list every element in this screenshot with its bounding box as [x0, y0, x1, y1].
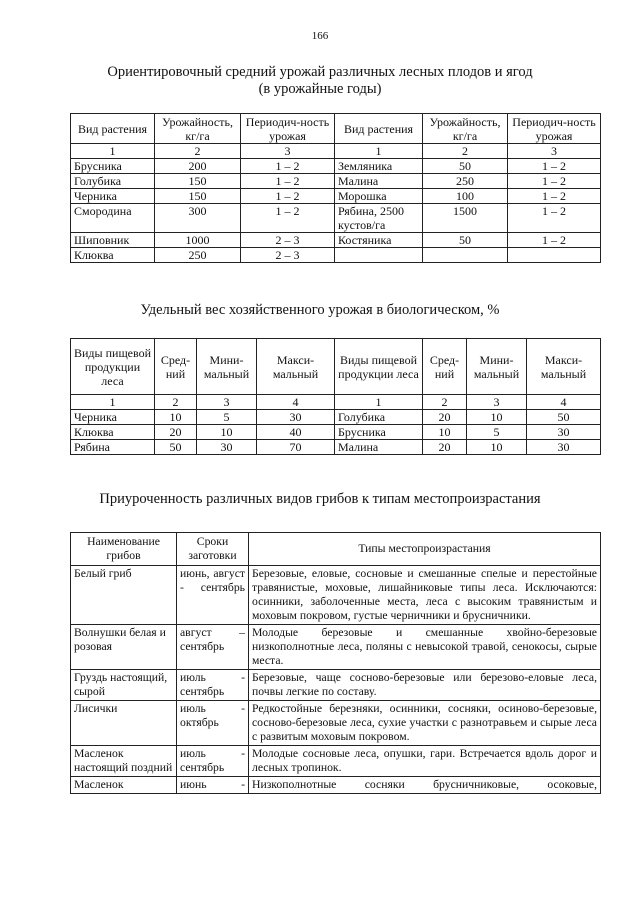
column-number: 3 — [241, 144, 335, 159]
column-number: 2 — [155, 395, 197, 410]
yield-value: 300 — [155, 204, 241, 233]
yield-value: 150 — [155, 189, 241, 204]
periodicity-value: 1 – 2 — [508, 174, 601, 189]
header-minimum: Мини-мальный — [467, 339, 527, 395]
table1-title-line2: (в урожайные годы) — [258, 81, 382, 97]
header-periodicity: Периодич-ность урожая — [241, 114, 335, 144]
table-row — [71, 174, 601, 189]
plant-name — [335, 248, 423, 263]
periodicity-value: 2 – 3 — [241, 248, 335, 263]
fruit-yield-table — [70, 113, 601, 263]
harvest-share-table — [70, 338, 601, 455]
column-number: 1 — [71, 395, 155, 410]
product-name: Клюква — [71, 425, 155, 440]
table2-title: Удельный вес хозяйственного урожая в биологическом, % — [140, 302, 500, 318]
yield-value: 1000 — [155, 233, 241, 248]
harvest-period: июль - сентябрь — [177, 746, 249, 777]
column-number: 3 — [467, 395, 527, 410]
minimum-value: 30 — [197, 440, 257, 455]
yield-value: 150 — [155, 174, 241, 189]
table-row — [71, 425, 601, 440]
average-value: 20 — [423, 410, 467, 425]
yield-value: 50 — [423, 233, 508, 248]
header-product-type: Виды пищевой продукции леса — [71, 339, 155, 395]
minimum-value: 5 — [197, 410, 257, 425]
mushroom-name: Лисички — [71, 701, 177, 746]
header-periodicity: Периодич-ность урожая — [508, 114, 601, 144]
header-average: Сред-ний — [155, 339, 197, 395]
periodicity-value: 2 – 3 — [241, 233, 335, 248]
plant-name: Брусника — [71, 159, 155, 174]
plant-name: Земляника — [335, 159, 423, 174]
table-row — [71, 746, 601, 777]
table-row — [71, 670, 601, 701]
column-number: 1 — [335, 395, 423, 410]
column-number: 4 — [257, 395, 335, 410]
column-numbers-row — [71, 395, 601, 410]
habitat-description: Березовые, еловые, сосновые и смешанные спелые и перестойные травянистые, моховые, лишайниковые типы леса. Исключаются: осинники, заболоченные места, леса с высоким травянистым и моховым покровом, густые черничники и брусничники. — [249, 566, 601, 625]
periodicity-value: 1 – 2 — [508, 233, 601, 248]
product-name: Голубика — [335, 410, 423, 425]
plant-name: Костяника — [335, 233, 423, 248]
page-number: 166 — [311, 30, 329, 42]
plant-name: Голубика — [71, 174, 155, 189]
plant-name: Смородина — [71, 204, 155, 233]
header-harvest-period: Сроки заготовки — [177, 533, 249, 566]
harvest-period: июнь, август - сентябрь — [177, 566, 249, 625]
plant-name: Шиповник — [71, 233, 155, 248]
product-name: Малина — [335, 440, 423, 455]
yield-value — [423, 248, 508, 263]
column-number: 4 — [527, 395, 601, 410]
periodicity-value — [508, 248, 601, 263]
maximum-value: 70 — [257, 440, 335, 455]
habitat-description: Молодые сосновые леса, опушки, гари. Встречается вдоль дорог и лесных тропинок. — [249, 746, 601, 777]
header-plant-type: Вид растения — [71, 114, 155, 144]
periodicity-value: 1 – 2 — [508, 189, 601, 204]
table-row — [71, 410, 601, 425]
yield-value: 100 — [423, 189, 508, 204]
yield-value: 250 — [423, 174, 508, 189]
periodicity-value: 1 – 2 — [241, 174, 335, 189]
column-number: 2 — [155, 144, 241, 159]
product-name: Рябина — [71, 440, 155, 455]
periodicity-value: 1 – 2 — [241, 159, 335, 174]
table-row — [71, 625, 601, 670]
header-maximum: Макси-мальный — [527, 339, 601, 395]
column-numbers-row — [71, 144, 601, 159]
mushroom-name: Белый гриб — [71, 566, 177, 625]
yield-value: 1500 — [423, 204, 508, 233]
product-name: Брусника — [335, 425, 423, 440]
maximum-value: 30 — [527, 440, 601, 455]
minimum-value: 5 — [467, 425, 527, 440]
table-row — [71, 701, 601, 746]
table1-title-line1: Ориентировочный средний урожай различных лесных плодов и ягод — [107, 64, 533, 80]
maximum-value: 30 — [257, 410, 335, 425]
habitat-description: Березовые, чаще сосново-березовые или березово-еловые леса, почвы легкие по составу. — [249, 670, 601, 701]
average-value: 50 — [155, 440, 197, 455]
table-row — [71, 204, 601, 233]
maximum-value: 50 — [527, 410, 601, 425]
plant-name: Клюква — [71, 248, 155, 263]
periodicity-value: 1 – 2 — [508, 204, 601, 233]
average-value: 20 — [155, 425, 197, 440]
column-number: 1 — [71, 144, 155, 159]
habitat-description: Редкостойные березняки, осинники, сосняки, осиново-березовые, сосново-березовые леса, сухие участки с разнотравьем и сырые леса с развитым моховым покровом. — [249, 701, 601, 746]
table3-title: Приуроченность различных видов грибов к типам местопроизрастания — [99, 491, 541, 507]
minimum-value: 10 — [467, 410, 527, 425]
minimum-value: 10 — [467, 440, 527, 455]
yield-value: 250 — [155, 248, 241, 263]
table-row — [71, 189, 601, 204]
harvest-period: август – сентябрь — [177, 625, 249, 670]
header-minimum: Мини-мальный — [197, 339, 257, 395]
table-row — [71, 440, 601, 455]
plant-name: Рябина, 2500 кустов/га — [335, 204, 423, 233]
plant-name: Черника — [71, 189, 155, 204]
table-row — [71, 777, 601, 794]
periodicity-value: 1 – 2 — [508, 159, 601, 174]
column-number: 3 — [197, 395, 257, 410]
product-name: Черника — [71, 410, 155, 425]
plant-name: Морошка — [335, 189, 423, 204]
column-number: 3 — [508, 144, 601, 159]
table-row — [71, 159, 601, 174]
header-yield: Урожайность, кг/га — [423, 114, 508, 144]
mushroom-name: Масленок настоящий поздний — [71, 746, 177, 777]
header-product-type: Виды пищевой продукции леса — [335, 339, 423, 395]
periodicity-value: 1 – 2 — [241, 204, 335, 233]
table-row — [71, 233, 601, 248]
header-plant-type: Вид растения — [335, 114, 423, 144]
header-yield: Урожайность, кг/га — [155, 114, 241, 144]
column-number: 1 — [335, 144, 423, 159]
average-value: 20 — [423, 440, 467, 455]
minimum-value: 10 — [197, 425, 257, 440]
mushroom-habitat-table — [70, 532, 601, 794]
maximum-value: 30 — [527, 425, 601, 440]
harvest-period: июль - октябрь — [177, 701, 249, 746]
harvest-period: июль - сентябрь — [177, 670, 249, 701]
column-number: 2 — [423, 395, 467, 410]
mushroom-name: Груздь настоящий, сырой — [71, 670, 177, 701]
table1-title — [0, 64, 640, 98]
plant-name: Малина — [335, 174, 423, 189]
column-number: 2 — [423, 144, 508, 159]
table-row — [71, 248, 601, 263]
yield-value: 200 — [155, 159, 241, 174]
header-mushroom-name: Наименование грибов — [71, 533, 177, 566]
table-row — [71, 566, 601, 625]
maximum-value: 40 — [257, 425, 335, 440]
mushroom-name: Масленок — [71, 777, 177, 794]
periodicity-value: 1 – 2 — [241, 189, 335, 204]
habitat-description: Молодые березовые и смешанные хвойно-березовые низкополнотные леса, поляны с невысокой травой, сенокосы, сырые места. — [249, 625, 601, 670]
average-value: 10 — [423, 425, 467, 440]
mushroom-name: Волнушки белая и розовая — [71, 625, 177, 670]
header-maximum: Макси-мальный — [257, 339, 335, 395]
average-value: 10 — [155, 410, 197, 425]
habitat-description: Низкополнотные сосняки брусничниковые, осоковые, — [249, 777, 601, 794]
yield-value: 50 — [423, 159, 508, 174]
harvest-period: июнь - — [177, 777, 249, 794]
header-average: Сред-ний — [423, 339, 467, 395]
header-habitat-types: Типы местопроизрастания — [249, 533, 601, 566]
